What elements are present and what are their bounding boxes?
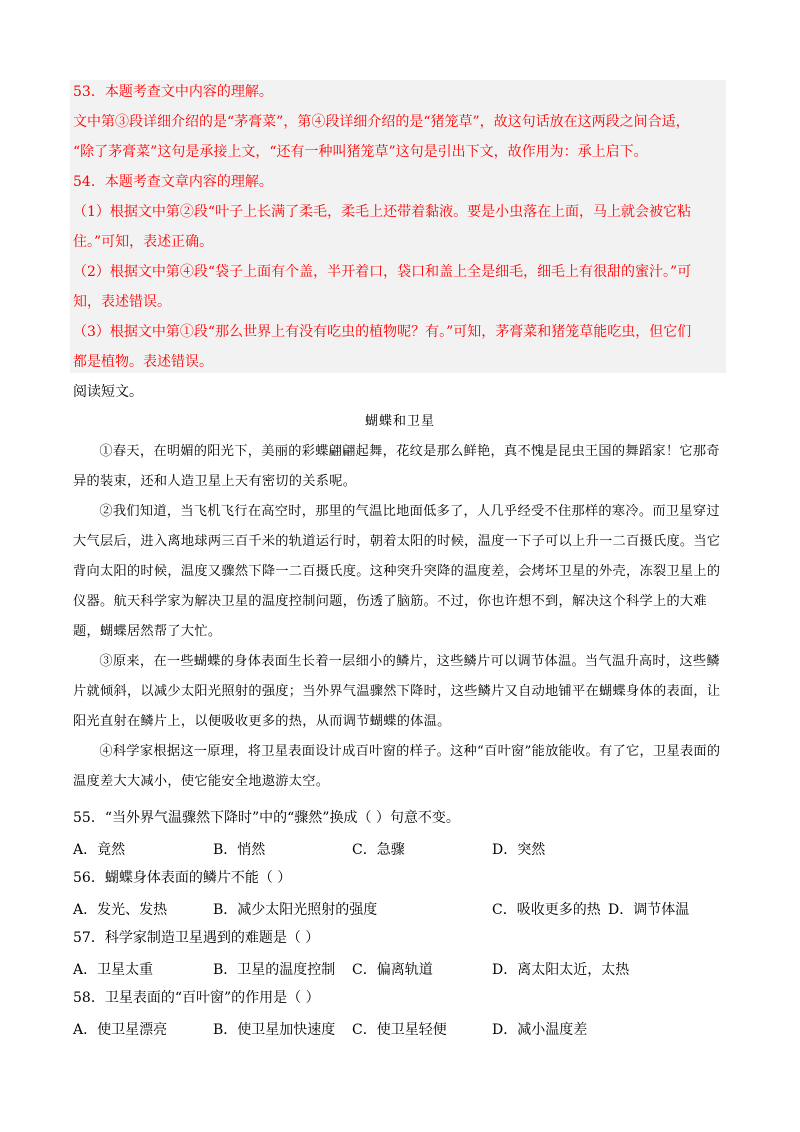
q57-option-c[interactable]: C．偏离轨道 [352,962,433,978]
q54-point3-line1: （3）根据文中第①段“那么世界上有没有吃虫的植物呢？有。”可知，茅膏菜和猪笼草能吃虫，但它们 [73,324,692,340]
q57-option-a[interactable]: A．卫星太重 [73,962,154,978]
q55-option-d[interactable]: D．突然 [492,842,546,858]
q55-option-c[interactable]: C．急骤 [352,842,405,858]
q54-point2-line1: （2）根据文中第④段“袋子上面有个盖，半开着口，袋口和盖上全是细毛，细毛上有很甜的蜜汁。”可 [73,264,692,280]
question-57-stem: 57．科学家制造卫星遇到的难题是（ ） [73,930,320,946]
q56-option-d[interactable]: D．调节体温 [608,902,690,918]
q57-option-b[interactable]: B．卫星的温度控制 [213,962,336,978]
q54-point1-line1: （1）根据文中第②段“叶子上长满了柔毛，柔毛上还带着黏液。要是小虫落在上面，马上就会被它粘 [73,204,692,220]
article-title: 蝴蝶和卫星 [364,414,435,429]
q53-explanation-line2: “除了茅膏菜”这句是承接上文，“还有一种叫猪笼草”这句是引出下文，故作用为：承上启下。 [73,144,648,160]
q54-heading: 54．本题考查文章内容的理解。 [73,174,273,190]
question-56-stem: 56．蝴蝶身体表面的鳞片不能（ ） [73,870,292,886]
q55-option-a[interactable]: A．竟然 [73,842,126,858]
q54-point2-line2: 知，表述错误。 [73,294,171,310]
q56-option-c[interactable]: C．吸收更多的热 [492,902,601,918]
article-paragraph-4: ④科学家根据这一原理，将卫星表面设计成百叶窗的样子。这种“百叶窗”能放能收。有了它，卫星表面的温度差大大减小，使它能安全地遨游太空。 [73,744,721,789]
q53-heading: 53．本题考查文中内容的理解。 [73,84,273,100]
q58-option-d[interactable]: D．减小温度差 [492,1022,588,1038]
q58-option-a[interactable]: A．使卫星漂亮 [73,1022,168,1038]
reading-instruction: 阅读短文。 [73,384,143,400]
article-paragraph-3: ③原来，在一些蝴蝶的身体表面生长着一层细小的鳞片，这些鳞片可以调节体温。当气温升高时，这些鳞片就倾斜，以减少太阳光照射的强度；当外界气温骤然下降时，这些鳞片又自动地铺平在蝴蝶身体的表面，让阳光直射在鳞片上，以便吸收更多的热，从而调节蝴蝶的体温。 [73,654,721,729]
article-paragraph-2: ②我们知道，当飞机飞行在高空时，那里的气温比地面低多了，人几乎经受不住那样的寒冷。而卫星穿过大气层后，进入离地球两三百千米的轨道运行时，朝着太阳的时候，温度一下子可以上升一二百摄氏度。当它背向太阳的时候，温度又骤然下降一二百摄氏度。这种突升突降的温度差，会烤坏卫星的外壳，冻裂卫星上的仪器。航天科学家为解决卫星的温度控制问题，伤透了脑筋。不过，你也许想不到，解决这个科学上的大难题，蝴蝶居然帮了大忙。 [73,504,721,639]
q54-point1-line2: 住。”可知，表述正确。 [73,234,214,250]
q58-option-b[interactable]: B．使卫星加快速度 [213,1022,336,1038]
q55-option-b[interactable]: B．悄然 [213,842,266,858]
q53-explanation-line1: 文中第③段详细介绍的是“茅膏菜”，第④段详细介绍的是“猪笼草”，故这句话放在这两段之间合适， [73,114,690,130]
article-paragraph-1: ①春天，在明媚的阳光下，美丽的彩蝶翩翩起舞，花纹是那么鲜艳，真不愧是昆虫王国的舞蹈家！它那奇异的装束，还和人造卫星上天有密切的关系呢。 [73,444,720,489]
question-55-stem: 55．“当外界气温骤然下降时”中的“骤然”换成（ ）句意不变。 [73,810,460,826]
q54-point3-line2: 都是植物。表述错误。 [73,354,213,370]
q56-option-a[interactable]: A．发光、发热 [73,902,168,918]
question-58-stem: 58．卫星表面的“百叶窗”的作用是（ ） [73,990,320,1006]
q58-option-c[interactable]: C．使卫星轻便 [352,1022,447,1038]
q56-option-b[interactable]: B．减少太阳光照射的强度 [213,902,378,918]
q57-option-d[interactable]: D．离太阳太近，太热 [492,962,630,978]
